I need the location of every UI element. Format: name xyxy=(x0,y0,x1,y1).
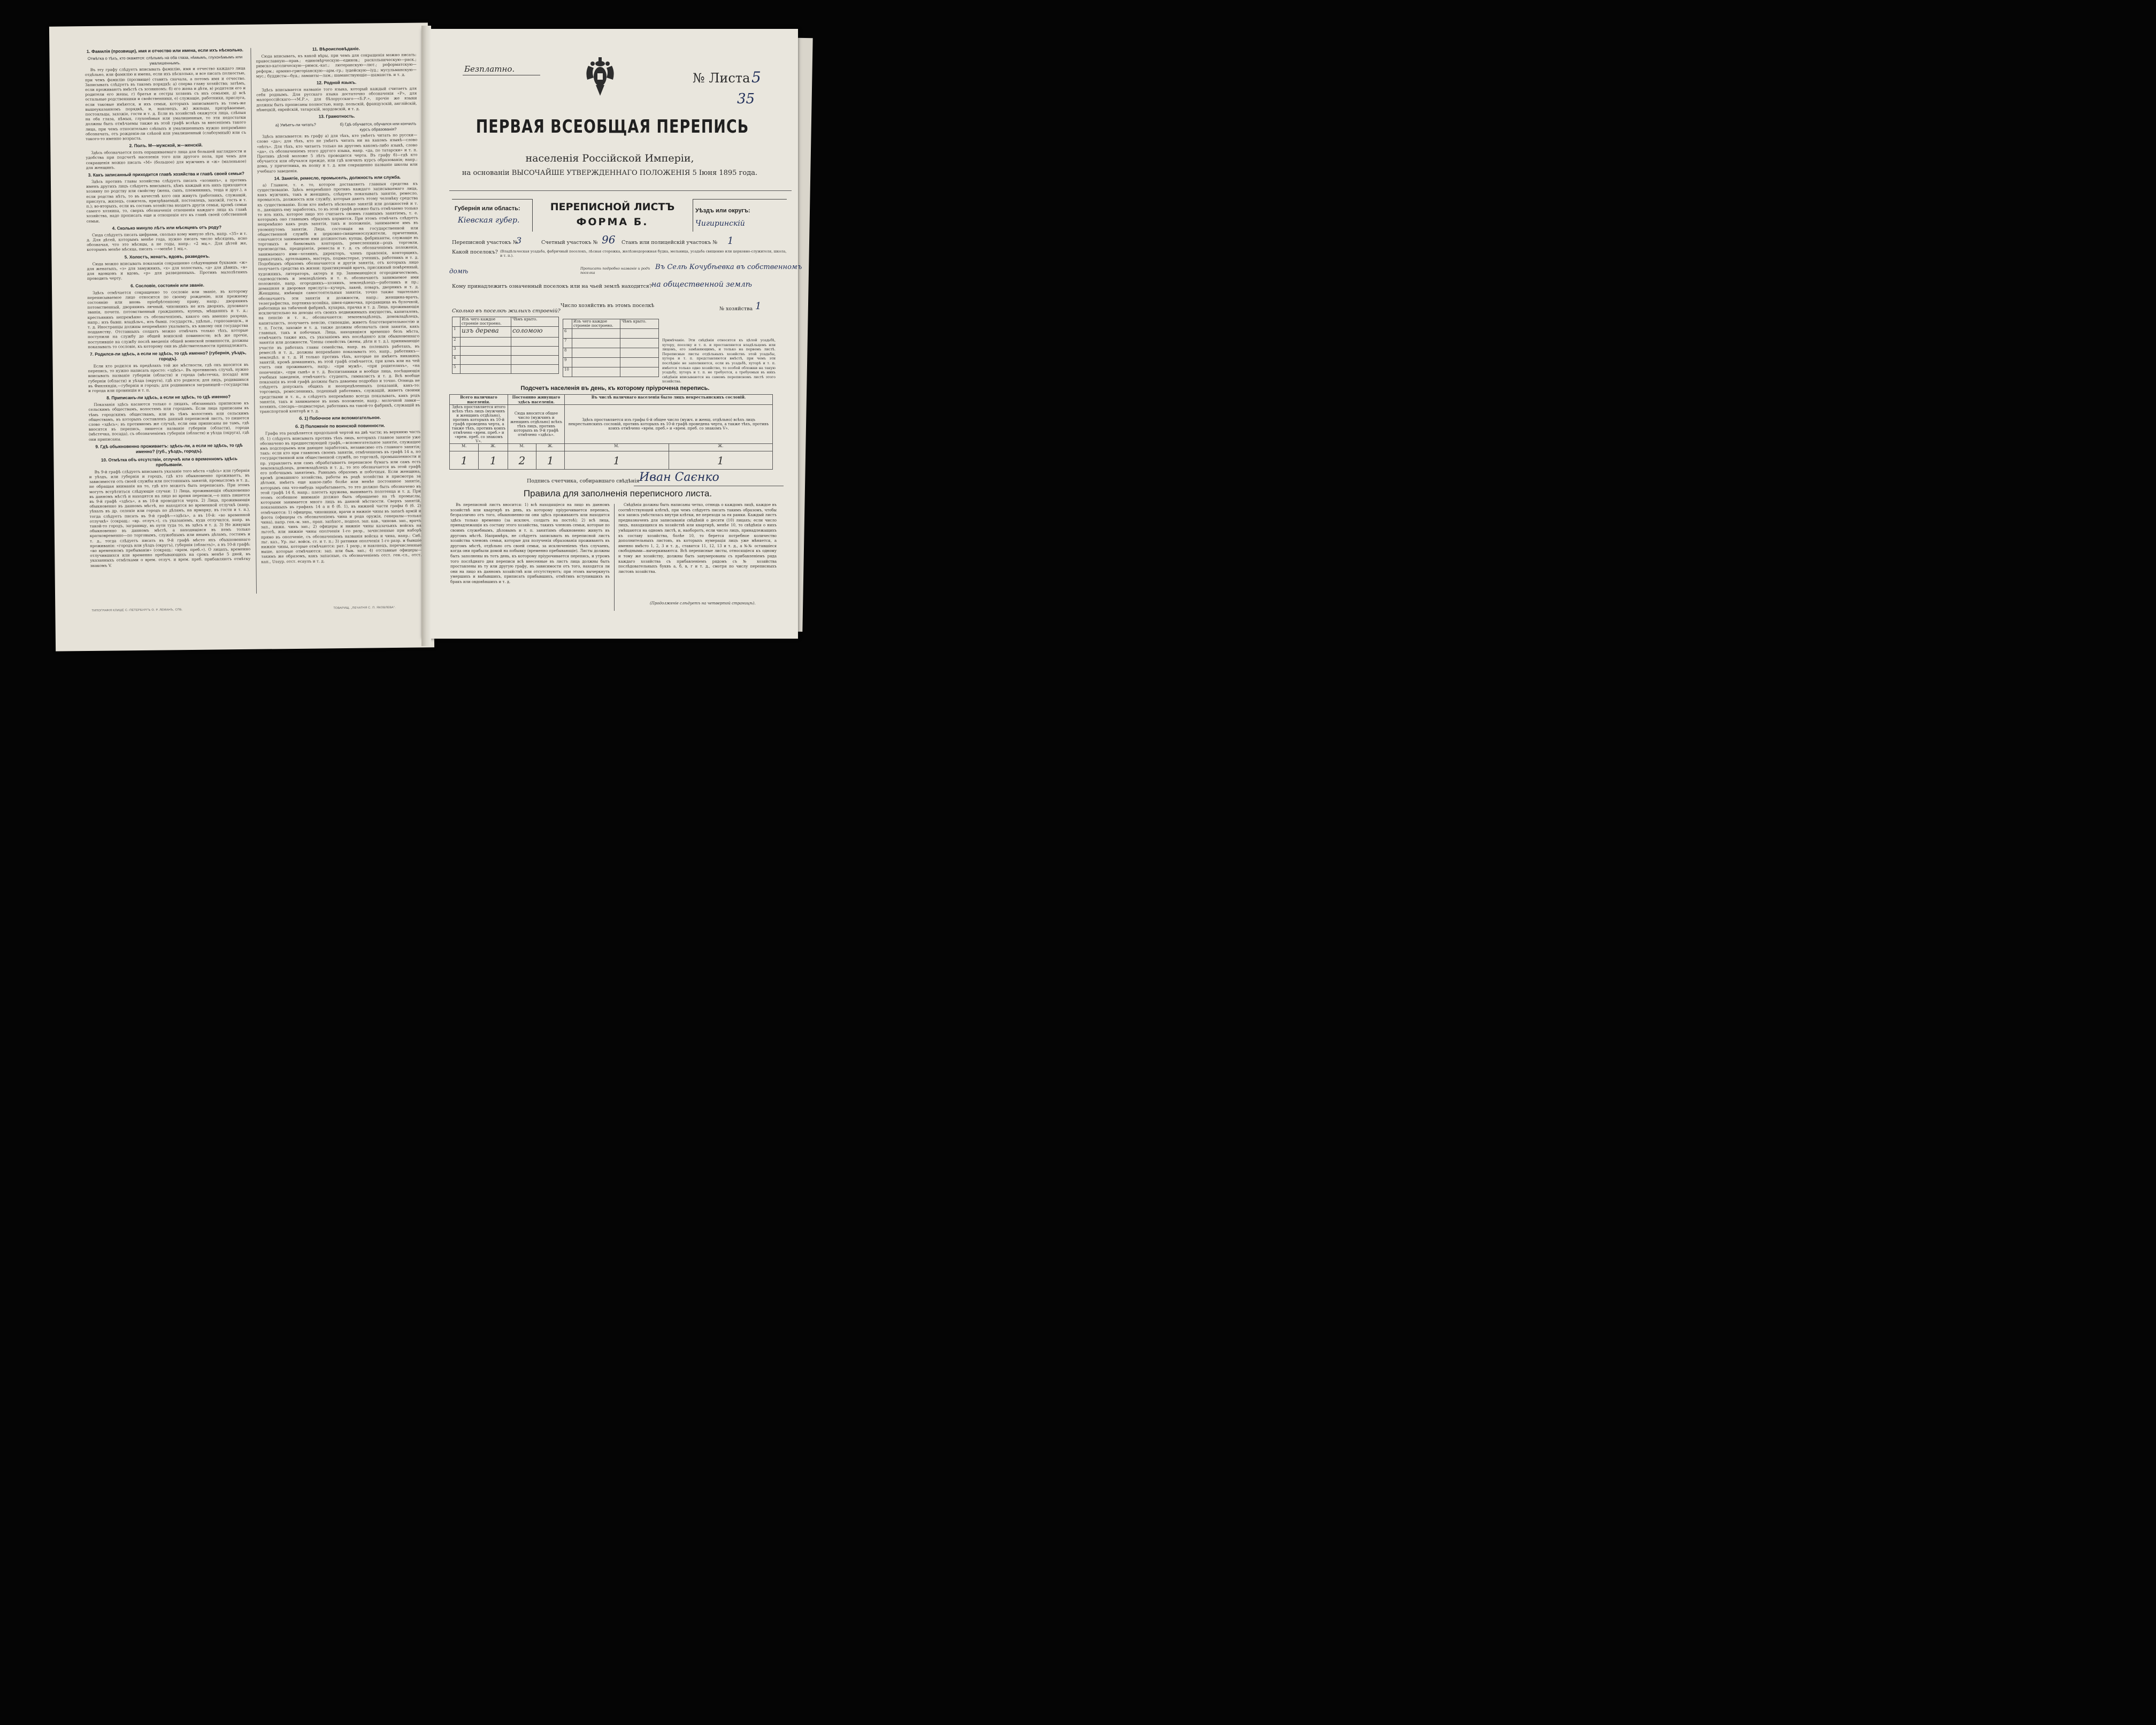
left-page-column-1 xyxy=(85,45,251,603)
section-subheading: б) Гдѣ обучается, обучался или кончилъ курсъ образованія? xyxy=(340,121,417,132)
continued-note: (Продолженіе слѣдуетъ на четвертой страницѣ). xyxy=(650,601,756,605)
female-header: Ж. xyxy=(536,444,564,451)
section-text: Здѣсь обозначается полъ опрашиваемаго лица для большей наглядности и удобства при подсчетѣ населенія того или другого пола, при чемъ для сокращенія можно писать «М» (большое) для мужчинъ и «ж» (маленькое) для женщинъ. xyxy=(86,149,247,170)
row-number: 8 xyxy=(563,348,572,358)
gubernia-value: Кіевская губер. xyxy=(458,216,520,225)
double-headed-eagle-emblem xyxy=(584,56,616,99)
settlement-label: Какой поселокъ? xyxy=(452,249,498,255)
divider xyxy=(449,190,792,191)
row-number: 6 xyxy=(563,329,572,339)
section-text: Здѣсь противъ главы хозяйства слѣдуетъ писать «хозяинъ», а противъ именъ другихъ лицъ слѣдуетъ вписывать, кѣмъ каждый изъ нихъ приходится хозяину по родству или свойству (жена, сынъ, племянникъ, теща и друг.), а если родства нѣтъ, то въ качествѣ кого они живутъ (работникъ, служащій, прислуга, жилецъ, сожитель, призрѣваемый, постоялецъ, захожій, гость и т. п.); во-вторыхъ, если въ составъ хозяйства входятъ другія семьи, кромѣ семьи самого хозяина, то, сверхъ обозначенія отношенія каждаго лица къ главѣ хозяйства, надо прописать еще и отношеніе его къ главѣ своей собственной семьи. xyxy=(86,177,247,224)
male-header: М. xyxy=(508,444,536,451)
column-header-total: Всего наличнаго населенія. xyxy=(450,395,508,405)
settlement-hint: (Владѣльческая усадьба, фабричный поселокъ, лѣсная сторожка, желѣзнодорожная будка, мельница, усадьба священно или церковно-служителя, школа, и т. п.). xyxy=(500,249,787,258)
population-count-title: Подсчетъ населенія въ день, къ которому пріурочена перепись. xyxy=(520,385,710,392)
row-number: 1 xyxy=(452,327,461,338)
printer-footer-left: ТИПОГРАФІЯ КЛИШЕ С.-ПЕТЕРБУРГЪ О. Р. ЛЕМАНЪ, СПБ. xyxy=(91,608,183,612)
census-district-label: Переписной участокъ № xyxy=(452,240,518,246)
column-description-permanent: Сюда вносится общее число (мужчинъ и женщинъ отдѣльно) всѣхъ тѣхъ лицъ, противъ которыхъ въ 9-й графѣ отмѣчено «здѣсь». xyxy=(508,405,564,444)
section-text: Въ эту графу слѣдуетъ вписывать фамилію, имя и отчество каждаго лица отдѣльно, или фамилію и имена, если ихъ нѣсколько, и все писать полностью, при чемъ фамилію (прозвище) ставить сначала, а потомъ имя и отчество. Записывать слѣдуетъ въ такомъ порядкѣ: а) сперва главу хозяйства; затѣмъ, если проживаютъ вмѣстѣ съ хозяиномъ: б) его жена и дѣти, в) родители его и родители его жены, г) братья и сестры хозяевъ съ ихъ семьями, д) всѣ остальные родственники и свойственники, е) служащіе, работники, прислуга, если таковые имѣются, и ихъ семьи, которыхъ записываютъ въ томъ-же вышеуказанномъ порядкѣ, и, наконецъ, ж) жильцы, призрѣваемые, постояльцы, захожіе, гости и т. д. Если въ хозяйствѣ окажутся лица, слѣпыя на оба глаза, нѣмыя, глухонѣмыя или умалишенныя, то эти недостатки должны быть отмѣчаемы также въ этой графѣ вслѣдъ за внесеніемъ такого лица, при чемъ относительно слѣпыхъ и умалишенныхъ нужно непремѣнно обозначать, отъ рожденія-ли слѣпой или умалишенный (слабоумный) или съ такого-то именно возраста. xyxy=(85,66,247,142)
section-heading: 8. Приписанъ-ли здѣсь, а если не здѣсь, то гдѣ именно? xyxy=(106,394,231,401)
section-heading: 9. Гдѣ обыкновенно проживаетъ: здѣсь-ли, а если не здѣсь, то гдѣ именно? (губ., уѣздъ, городъ). xyxy=(95,442,243,454)
total-male-count: 1 xyxy=(450,451,479,470)
uezd-value: Чигиринскій xyxy=(695,219,745,228)
section-heading: 10. Отмѣтка объ отсутствіи, отлучкѣ или о временномъ здѣсь пребываніи. xyxy=(101,456,237,467)
building-roof: соломою xyxy=(511,327,559,338)
section-heading: 14. Занятіе, ремесло, промыселъ, должность или служба. xyxy=(274,174,401,181)
section-text: Сюда слѣдуетъ писать цифрами, сколько кому минуло лѣтъ, напр. «35» и т. д. Для дѣтей, которымъ менѣе года, нужно писать число мѣсяцевъ, ясно обозначая, что это мѣсяцы, а не годы, напр.: «2 мц.». Для дѣтей же, которымъ менѣе мѣсяца, писать —«менѣе 1 мц.». xyxy=(87,231,248,252)
buildings-count-label: Сколько въ поселкѣ жилыхъ строеній? xyxy=(452,308,561,314)
population-count-table xyxy=(449,394,773,470)
permanent-female-count: 1 xyxy=(536,451,564,470)
settlement-value-continued: домѣ xyxy=(449,267,469,275)
free-of-charge-label: Безплатно. xyxy=(464,64,515,74)
column-header-permanent: Постоянно живущаго здѣсь населенія. xyxy=(508,395,564,405)
section-text: Въ 9-й графѣ слѣдуетъ вписывать указаніе того мѣста «здѣсь» или губернія и уѣздъ, или губернія и городъ, гдѣ кто обыкновенно проживаетъ, въ зависимости отъ своей службы или постоянныхъ занятій, промысломъ и т. д., не обращая вниманія на то, гдѣ кто можетъ быть переписанъ. При этомъ могутъ встрѣтиться слѣдующіе случаи: 1) Лица, проживающія обыкновенно въ данномъ мѣстѣ и находятся на лицо во время переписи,—о нихъ пишется въ 9-й графѣ «здѣсь», а въ 10-й проводится черта. 2) Лица, проживающія обыкновенно въ данномъ мѣстѣ, но находятся во временной отлучкѣ (напр. уѣхалъ въ др. селеніе или городъ по дѣламъ, на ярмарку, въ гости и т. п.), тогда слѣдуетъ писать въ 9-й графѣ—«здѣсь», а въ 10-й: «во временной отлучкѣ» (сокращ.: «вр. отлуч.»), съ указаніемъ, куда отлучился, напр. въ такой-то городъ, заграницу, въ пути туда то, въ здѣсь и т. д. 3) Не живущія обыкновенно въ данномъ мѣстѣ, а находящіяся въ немъ только кратковременно—по торговымъ, служебнымъ или инымъ дѣламъ, гостямъ и т. д., тогда слѣдуетъ писать въ 9-й графѣ мѣсто ихъ обыкновеннаго проживанія: «городъ или уѣздъ (округъ), губернія (область)», а въ 10-й графѣ: «во временномъ пребываніи» (сокращ.: «врем. преб.»). О лицахъ, временно отлучившихся или временно пребывающихъ на срокъ менѣе 5 дней, въ указанныхъ отмѣтками о врем. отлуч. и врем. преб. прибавляютъ отмѣтку знакомъ V. xyxy=(89,467,251,568)
settlement-hint-detail: Прописать подробно названіе и родъ поселка xyxy=(580,266,650,275)
section-heading: 5. Холостъ, женатъ, вдовъ, разведенъ. xyxy=(124,254,210,259)
column-header-material: Изъ чего каждое строеніе построено. xyxy=(572,319,620,329)
row-number: 10 xyxy=(563,367,572,377)
row-number: 9 xyxy=(563,358,572,367)
section-heading: б. 1) Побочное или вспомогательное. xyxy=(299,415,381,421)
section-heading: 13. Грамотность. xyxy=(318,113,355,119)
book-gutter xyxy=(421,26,431,646)
female-header: Ж. xyxy=(669,444,772,451)
section-text: Сюда вписывать, къ какой вѣры, при чемъ для сокращенія можно писать: православную—прав.; единовѣрческую—единов.; раскольническую—раск.; римско-католическую—римск.-кат.; лютеранскую—лют.; реформатскую—реформ.; армяно-григоріанскую—арм.-гр.; іудейскую—іуд.; мусульманскую—мус.; буддисты—буд.; ламаиты—лам.; шаманствующіе—шаманств. и т. д. xyxy=(256,52,417,79)
section-heading: 1. Фамилія (прозвище), имя и отчество или имена, если ихъ нѣсколько. xyxy=(86,47,243,55)
section-subheading: а) Умѣетъ-ли читать? xyxy=(275,122,316,128)
section-heading: 12. Родной языкъ. xyxy=(316,80,357,86)
row-number: 7 xyxy=(563,339,572,348)
male-header: М. xyxy=(565,444,669,451)
column-divider xyxy=(614,504,615,611)
left-page-column-2 xyxy=(256,43,422,601)
document-title: ПЕРВАЯ ВСЕОБЩАЯ ПЕРЕПИСЬ xyxy=(475,117,749,137)
total-female-count: 1 xyxy=(479,451,508,470)
buildings-note: Примѣчаніе. Эти свѣдѣнія относятся къ цѣлой усадьбѣ, хутору, поселку и т. п. и проставляются владѣльцемъ или лицомъ, его замѣняющимъ, и только на первомъ листѣ. Переписные листы отдѣльныхъ хозяйствъ этой усадьбы, хутора и т. п. представляются вмѣстѣ, при чемъ эти послѣдніе не заполняются, если въ усадьбѣ, хуторѣ и т. п. имѣется только одно хозяйство, то особой обложки на такую усадьбу, хуторъ и т. п. не требуется, а требуемыя въ нихъ свѣдѣнія вписываются на самомъ переписномъ листѣ этого хозяйства. xyxy=(662,338,776,384)
section-heading: б. 2) Положеніе по воинской повинности. xyxy=(295,423,385,430)
household-number-value: 1 xyxy=(755,301,762,312)
land-owner-value: на общественной землѣ xyxy=(651,280,752,289)
section-text: Здѣсь отмѣчается сокращенно то сословіе или званіе, въ которому переписываемое лицо относится по своему рожденію, или прежнему состоянію или вновь пріобрѣтенному праву, напр.: дворянинъ потомственный, дворянинъ личный, чиновникъ не изъ дворянъ, духовнаго званія, почетн. потомственный гражданинъ, купецъ, мѣщанинъ и т. д.; крестьянинъ непремѣнно съ обозначеніемъ, какого онъ именно разряда, напр.: изъ бывш. владѣльч., изъ бывш. государств., удѣльн., горнозаводск., и т. д. Иностранцы должны непремѣнно указывать, къ какому они государства подданству. Отставныхъ солдатъ можно отмѣчать только тѣхъ, которые поступили на службу до общей воинской повинности; всѣ же прочіе, поступившіе на службу послѣ введенія общей воинской повинности, должны показывать то сословіе, къ которому они въ дѣйствительности принадлежатъ. xyxy=(87,288,249,349)
section-heading: 7. Родился-ли здѣсь, а если не здѣсь, то гдѣ именно? (губернія, уѣздъ, городъ). xyxy=(90,350,247,362)
counting-district-label: Счетный участокъ № xyxy=(541,240,598,246)
section-text: Сюда можно вписывать показанія сокращенно слѣдующими буквами: «ж» для женатыхъ, «з» для замужнихъ, «х» для холостыхъ, «д» для дѣвицъ, «в» для вдовцовъ и вдовъ, «р» для разведенныхъ. Противъ малолѣтнихъ проводить черту. xyxy=(87,259,248,281)
section-text: Здѣсь вписывается названіе того языка, который каждый считаетъ для себя роднымъ. Для русскаго языка достаточно обозначенія «Р», для малороссійскаго—«М.Р.», для бѣлорусскаго—«Б.Р.», прочіе же языки должны быть прописаны полностью, напр. польскій, французскій, англійскій, нѣмецкій, еврейскій, татарскій, мордовскій, и т. д. xyxy=(256,86,417,112)
column-description-non-peasant: Здѣсь проставляется изъ графы 6-й общее число (мужч. и женщ. отдѣльно) всѣхъ лицъ некрестьянскихъ сословій, противъ которыхъ въ 10-й графѣ проведена черта, а также тѣхъ, противъ коихъ отмѣчено «врем. преб.» и «врем. преб. со знакомъ V». xyxy=(565,405,773,444)
row-number: 2 xyxy=(452,338,461,347)
section-heading: 4. Сколько минуло лѣтъ или мѣсяцевъ отъ роду? xyxy=(112,225,222,231)
buildings-table-left xyxy=(452,317,559,374)
form-title: ПЕРЕПИСНОЙ ЛИСТЪ xyxy=(550,201,675,213)
column-header-non-peasant: Въ числѣ наличнаго населенія было лицъ некрестьянскихъ сословій. xyxy=(565,395,773,405)
police-district-value: 1 xyxy=(727,235,734,247)
buildings-table-right xyxy=(563,319,659,377)
column-description-total: Здѣсь проставляется итого всѣхъ тѣхъ лицъ (мужчинъ и женщинъ отдѣльно), противъ которыхъ въ 10-й графѣ проведена черта, а также тѣхъ, противъ коихъ отмѣчено «врем. преб.» и «врем. преб. со знакомъ V». xyxy=(450,405,508,444)
enumerator-signature: Иван Саєнко xyxy=(639,471,719,484)
section-text: Если кто родился въ предѣлахъ той же мѣстности, гдѣ онъ вносится въ перепись, то нужно написать просто: «здѣсь». Въ противномъ случаѣ, нужно вписывать названіе губерніи (области) и города (мѣстечка, посада) или губерніи (области) и уѣзда (округа), гдѣ кто родился; для лицъ, родившихся въ Финляндіи,—губернія и городъ; для родившихся заграницей—государства и города или провинціи и т. п. xyxy=(88,362,249,393)
settlement-value: Въ Селѣ Кочубѣевка въ собственномъ xyxy=(655,263,802,271)
rules-column-1: Въ переписной листъ вносится: 1) всѣ находящіеся на лицо въ данномъ хозяйствѣ или квартирѣ въ день, къ которому пріурочивается перепись, безразлично отъ того, обыкновенно-ли они здѣсь проживаютъ или находятся здѣсь только временно (за исключ. солдатъ на постоѣ); 2) всѣ лица, принадлежащія къ составу этого хозяйства, такихъ членовъ семьи, которые по своимъ служебнымъ, дѣловымъ и т. п. занятіямъ обыкновенно живутъ въ другомъ мѣстѣ. Напримѣръ, не слѣдуетъ записывать въ переписной листъ хозяйства членовъ семьи, которые для полученія образованія проживаютъ въ другомъ мѣстѣ, отдѣльно отъ своей семьи, за исключеніемъ тѣхъ случаевъ, когда они прибыли домой на побывку (временно пребывающіе). Листы должны быть заполнены въ тотъ день, къ которому пріурочивается перепись, и утромъ того послѣдняго дня переписи всѣ внесенные въ листъ лица должны быть проставлены въ ту или другую графу, въ зависимости отъ того, находятся ли они на лицо въ данномъ хозяйствѣ или отсутствуютъ; при этомъ вычеркнуть умершихъ и выбывшихъ, приписать прибывшихъ, отмѣтивъ вступившихъ въ бракъ или овдовѣвшихъ и т. д. xyxy=(450,503,610,584)
households-count-label: Число хозяйствъ въ этомъ поселкѣ xyxy=(561,303,655,309)
section-text: Показанія здѣсь касаются только о лицахъ, обязанныхъ припискою къ сельскимъ обществамъ, волостямъ или городамъ. Если лица приписаны въ тѣмъ городскимъ обществамъ, или въ тѣмъ волостямъ или сельскимъ обществамъ, въ которыхъ составленъ данный переписной листъ, то пишется слово «здѣсь»; въ противномъ же случаѣ, если они приписаны не тамъ, гдѣ вносятся въ перепись, пишется названіе губерніи (области), города (мѣстечка, посада), съ обозначеніемъ губерніи (области) и уѣзда (округа), гдѣ они приписаны. xyxy=(88,401,249,442)
section-heading: 3. Какъ записанный приходится главѣ хозяйства и главѣ своей семьи? xyxy=(88,171,244,178)
household-number-label: № хозяйства xyxy=(719,306,753,312)
document-subtitle-decree: на основаніи ВЫСОЧАЙШЕ УТВЕРЖДЕННАГО ПОЛОЖЕНІЯ 5 Іюня 1895 года. xyxy=(462,169,758,177)
section-subheading: Отмѣтка о тѣхъ, кто окажется: слѣпымъ на оба глаза, нѣмымъ, глухонѣмымъ или умалишеннымъ. xyxy=(87,54,243,66)
police-district-label: Станъ или полицейскій участокъ № xyxy=(622,240,718,246)
column-divider xyxy=(250,48,257,594)
female-header: Ж. xyxy=(479,444,508,451)
male-header: М. xyxy=(450,444,479,451)
rules-title: Правила для заполненія переписного листа. xyxy=(523,488,712,499)
left-page xyxy=(49,22,434,651)
section-text: Здѣсь вписывается: въ графу а) для тѣхъ, кто умѣетъ читать по русски—слово «да»; для тѣхъ, кто не умѣетъ читать ни на какомъ языкѣ—слово «нѣтъ». Для тѣхъ, кто читаетъ только на другомъ какомъ-либо языкѣ, слово «да», съ обозначеніемъ этого другого языка, напр. «да, по татарски» и т. п. Противъ дѣтей моложе 5 лѣтъ проводится черта. Въ графу б)—гдѣ кто обучается или обучался прежде, или гдѣ кончилъ курсъ образованія; напр.: дома, у причетника, въ полку и т. д. или сокращенно названіе школы или учебнаго заведенія. xyxy=(257,132,418,174)
counting-district-value: 96 xyxy=(602,233,616,246)
column-header-material: Изъ чего каждое строеніе построено. xyxy=(461,317,511,327)
row-number: 3 xyxy=(452,347,461,356)
column-header-roof: Чѣмъ крыто. xyxy=(620,319,659,329)
column-header-roof: Чѣмъ крыто. xyxy=(511,317,559,327)
census-district-value: 3 xyxy=(516,235,522,246)
printer-footer-right: ТОВАРИЩ. „ПЕЧАТНЯ С. П. ЯКОВЛЕВА“. xyxy=(333,606,396,610)
sheet-number-value-secondary: 35 xyxy=(737,91,755,107)
section-text: а) Главное, т. е. то, которое доставляетъ главныя средства къ существованію. Здѣсь непремѣнно противъ каждаго записываемаго лица, какъ мужчинъ, такъ и женщинъ, слѣдуетъ показывать занятіе, ремесло, промыселъ, должность или службу, которыя даютъ этому человѣку средства къ существованію. Если кто имѣетъ нѣсколько занятій или должностей и т. п., дающихъ ему заработокъ, то въ этой графѣ должно быть отмѣчаемо только то изъ нихъ, которое лицо это считаетъ своимъ главнымъ занятіемъ, т. е. которымъ оно главнымъ образомъ кормится. При этомъ отмѣчать слѣдуетъ непремѣнно какъ родъ занятія, такъ и положеніе, занимаемое имъ въ упомянутомъ занятіи. Лица, состоящія на государственной или общественной службѣ и церковно-священнослужители, причетники, означаются занимаемою ими должностью; купцы, фабриканты, служащіе въ торговыхъ и банковыхъ конторахъ, ремесленники—родъ торговли, производства, предпріятія, ремесла и т. д. съ обозначеніемъ положенія, занимаемаго ими—хозяинъ, директоръ, членъ правленія, конторщикъ, приказчикъ, артельщикъ, мастеръ, подмастерье, ученикъ, работникъ и т. д. Подобнымъ образомъ обозначаются и другія занятія, отъ которыхъ лицо получаетъ средства къ жизни: практикующій врачъ, присяжный повѣренный, художникъ, литераторъ, актеръ и пр. Занимающіеся огородничествомъ, садоводствомъ и земледѣліемъ и т. п. обозначаютъ занимаемое ими положеніе, напр. огородникъ—хозяинъ, земледѣлецъ—работникъ и пр.; домашняя и дворовая прислуга—кучеръ, лакей, поваръ, дворникъ и т. д. Женщины, имѣющія самостоятельныя занятія, точно также тщательно обозначаютъ эти занятія и должности, напр.: женщина-врачъ, телеграфистка, портниха-хозяйка, швея-одиночка, продавщица въ булочной, работница на табачной фабрикѣ, кухарка, прачка и т. д. Лица, проживающія исключительно на доходы отъ своихъ недвижимыхъ имуществъ, капиталовъ, на пенсію и т. п., обозначаются: землевладѣлецъ, домовладѣлецъ, капиталистъ, получаетъ пенсію, стипендію, живетъ благотворительностію и т. п. Гости, захожіе и т. д. также должны обозначать свои занятія, какъ главныя, такъ и побочныя. Лица, находящіяся временно безъ мѣста, отмѣчаютъ также ихъ, съ указаніемъ ихъ послѣдняго или обыкновеннаго занятія или должности. Члены семействъ (жены, дѣти и т. д.), принимающіе участіе въ работахъ главы семейства, напр. въ полевыхъ работахъ, въ ремеслѣ и т. д., должны непремѣнно показывать это, напр., работникъ—земледѣл. и т. д. И только противъ тѣхъ, которые не имѣютъ никакихъ занятій, кромѣ домашнихъ, въ этой графѣ отмѣчается, при комъ или на чей счетъ они проживаютъ, напр.: «при мужѣ», «при родителяхъ», «на попеченіи», «при сынѣ» и т. д. Воспитанники и вообще лица, посѣщающія учебныя заведенія, отмѣчаютъ: студентъ, гимназистъ и т. д. Всѣ вообще показанія въ этой графѣ должны быть даваемы подробно и точно. Отнюдь не слѣдуетъ допускать общихъ и неопредѣленныхъ показаній, какъ-то: торговецъ, ремесленникъ, поденный работникъ, служащій, живетъ своими средствами и т. п., а слѣдуетъ непремѣнно всегда показывать, какъ родъ занятія, такъ и занимаемое въ немъ положеніе, напр.: молочной лавки—хозяинъ, слесарь—подмастерье, работникъ на такой-то фабрикѣ, служащій въ транспортной конторѣ и т. д. xyxy=(257,181,420,414)
section-heading: 11. Вѣроисповѣданіе. xyxy=(312,46,360,52)
land-owner-label: Кому принадлежитъ означенный поселокъ или на чьей землѣ находится? xyxy=(452,283,652,289)
gubernia-box xyxy=(452,199,533,232)
rules-column-2: Свѣдѣнія должны быть написаны четко, отнюдь о каждомъ лицѣ, каждое въ соотвѣтствующей клѣткѣ, при чемъ слѣдуетъ писать такимъ образомъ, чтобы вся запись умѣстилась внутри клѣтки, не переходя за ея рамки. Каждый листъ предназначенъ для записыванія свѣдѣній о десяти (10) лицахъ; если число лицъ, находящихся въ хозяйствѣ или квартирѣ, менѣе 10, то свѣдѣнія о нихъ умѣщаются на одномъ листѣ, и, наоборотъ, если число лицъ, принадлежащихъ къ составу хозяйства, болѣе 10, то берется потребное количество дополнительныхъ листовъ, въ которыхъ нумерація лицъ уже мѣняется, а именно вмѣсто 1, 2, 3 и т. д., ставятся 11, 12, 13 и т. д., а №№ оставшіеся свободными—вычеркиваются. Всѣ переписные листы, относящіеся къ одному и тому же хозяйству, должны быть занумерованы съ прибавленіемъ ряда каждаго хозяйства съ прибавленіемъ рядомъ съ № хозяйства послѣдовательныхъ буквъ а, б, в, г и т. д., смотря по числу переписныхъ листовъ хозяйства. xyxy=(618,503,777,574)
document-subtitle: населенія Россійской Имперіи, xyxy=(525,152,694,164)
section-heading: 2. Полъ. М—мужской, ж—женскій. xyxy=(129,142,203,149)
form-subtitle: ФОРМА Б. xyxy=(576,216,649,228)
building-material: изъ дерева xyxy=(461,327,511,338)
sheet-number-value: 5 xyxy=(751,68,761,86)
section-heading: 6. Сословіе, состояніе или званіе. xyxy=(131,282,204,288)
uezd-label: Уѣздъ или округъ: xyxy=(695,208,750,214)
permanent-male-count: 2 xyxy=(508,451,536,470)
row-number: 4 xyxy=(452,356,461,365)
sheet-number-label: № Листа xyxy=(693,71,750,86)
gubernia-label: Губернія или область: xyxy=(455,205,520,212)
section-text: Графа эта раздѣляется продольной чертой на двѣ части; въ верхнюю часть (б. 1) слѣдуетъ вписывать противъ тѣхъ лицъ, которыхъ главное занятіе уже обозначено въ предшествующей графѣ,—вспомогательное занятіе, служащее имъ подспорьемъ или дающее заработокъ, независимо отъ главнаго занятія; такъ: если кто при главномъ своемъ занятіи, отмѣченномъ въ графѣ 14 а, по государственной или общественной службѣ, по торговлѣ, промышленности и пр. управляетъ или самъ обрабатываетъ переписное бумагъ или самъ есть землевладѣлецъ, домовладѣлецъ и т. д., то это обозначается въ этой графѣ его побочнымъ занятіемъ. Равнымъ образомъ и побочныя. Если женщина, кромѣ домашняго хозяйства, работы въ родѣ хозяйства и присмотра за дѣтьми, имѣетъ еще какое-либо болѣе или менѣе постоянное занятіе, которымъ она что-нибудь зарабатываетъ, то это должно быть обозначено въ этой графѣ 14 б, напр.: плететъ кружева, вышиваетъ полотенца и т. д. При этомъ особенное вниманіе должно быть обращаемо на тѣ промыслы, которыми занимается много лицъ въ данной мѣстности. Сверхъ занятій, показанныхъ въ графахъ 14 а и б (б. 1), въ нижней части графы б (б. 2) отмѣчаются: 1) офицеры, чиновники, врачи и нижніе чины въ запасѣ армій и флота (офицеры съ обозначеніемъ чина и рода оружія, генералы—только чина), напр. ген.-м. зап., прап. запѣхот., подпол. зап. кав., чиновн. зап., врачъ зап., нижн. чинъ зап.; 2) офицеры и нижніе чины казачьихъ войскъ на льготѣ, или нижніе чины ополченія 1-го разр., зачисленные при наборѣ прямо въ ополченіе, съ обозначеніемъ названія войска и чина, напр.: Сиб. льг. каз., Ур. льг. войск. ст. и т. п.; 3) ратники ополченія 1-го разр. и бывшіе нижніе чины, которые отмѣчаются: рат. 1 разр.; и наконецъ, перечисленные выше, которые отмѣчаются: зап. или быв. зап.; 4) отставные офицеры—такимъ же образомъ, какъ запасные, съ обозначеніемъ отст. ген.-сл., отст. кап., Ussур. отст. есаулъ и т. д. xyxy=(259,429,422,564)
non-peasant-male-count: 1 xyxy=(565,451,669,470)
row-number: 5 xyxy=(452,365,461,374)
non-peasant-female-count: 1 xyxy=(669,451,772,470)
enumerator-signature-label: Подпись счетчика, собиравшаго свѣдѣнія xyxy=(527,478,640,484)
